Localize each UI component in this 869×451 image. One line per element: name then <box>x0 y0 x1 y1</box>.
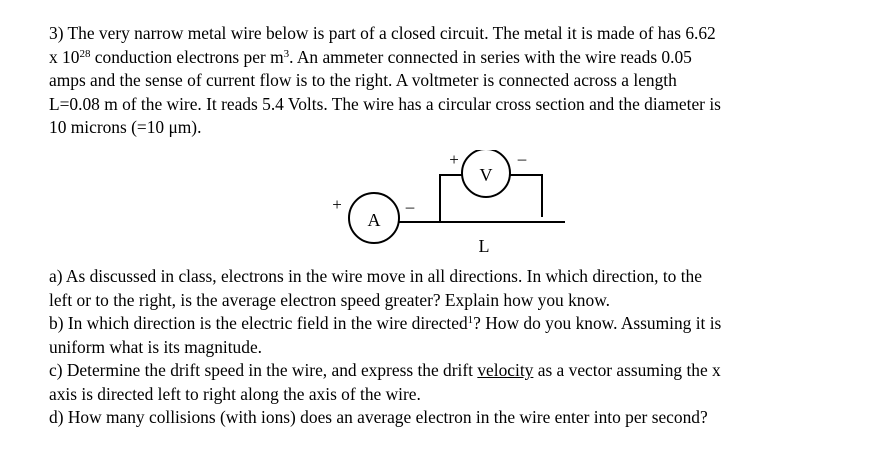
question-c-line-1: c) Determine the drift speed in the wire, and express the drift velocity as a vector assuming the x <box>49 360 721 380</box>
questions-list <box>49 265 849 430</box>
voltmeter-right-lead <box>510 175 542 217</box>
exponent-28: 28 <box>79 47 91 60</box>
voltmeter-left-lead <box>440 175 462 222</box>
footnote-marker: 1 <box>467 314 474 326</box>
problem-line-2: x $10^{28}$ conduction electrons per $m^3$. An ammeter connected in series with the wire reads 0.05 <box>49 46 692 67</box>
question-b-line-2: uniform what is its magnitude. <box>49 336 263 357</box>
exponent-3: 3 <box>283 47 290 60</box>
ammeter-label: A <box>367 210 381 230</box>
question-b-line-1: b) In which direction is the electric field in the wire directed$^1$? How do you know. Assuming it is <box>49 313 722 333</box>
problem-line-1: 3) The very narrow metal wire below is part of a closed circuit. The metal it is made of has 6.62 <box>49 23 716 43</box>
problem-line-3: amps and the sense of current flow is to the right. A voltmeter is connected across a length <box>49 70 677 90</box>
length-label: L <box>478 236 490 256</box>
underlined-velocity: velocity <box>477 360 534 380</box>
ammeter-plus-sign: + <box>332 195 342 214</box>
voltmeter-plus-sign: + <box>449 150 459 169</box>
problem-line-5: 10 microns (=10 μm). <box>49 117 202 137</box>
voltmeter-minus-sign: – <box>517 150 527 168</box>
circuit-diagram <box>320 150 580 260</box>
problem-statement <box>49 22 849 140</box>
problem-line-4: L=0.08 m of the wire. It reads 5.4 Volts. The wire has a circular cross section and the diameter is <box>49 93 721 114</box>
voltmeter-label: V <box>479 165 493 185</box>
ammeter-minus-sign: – <box>405 197 415 216</box>
question-a-line-1: a) As discussed in class, electrons in the wire move in all directions. In which direction, to the <box>49 266 702 286</box>
question-a-line-2: left or to the right, is the average electron speed greater? Explain how you know. <box>49 289 610 310</box>
question-d-line-1: d) How many collisions (with ions) does an average electron in the wire enter into per second? <box>49 407 708 427</box>
question-c-line-2: axis is directed left to right along the axis of the wire. <box>49 383 421 404</box>
